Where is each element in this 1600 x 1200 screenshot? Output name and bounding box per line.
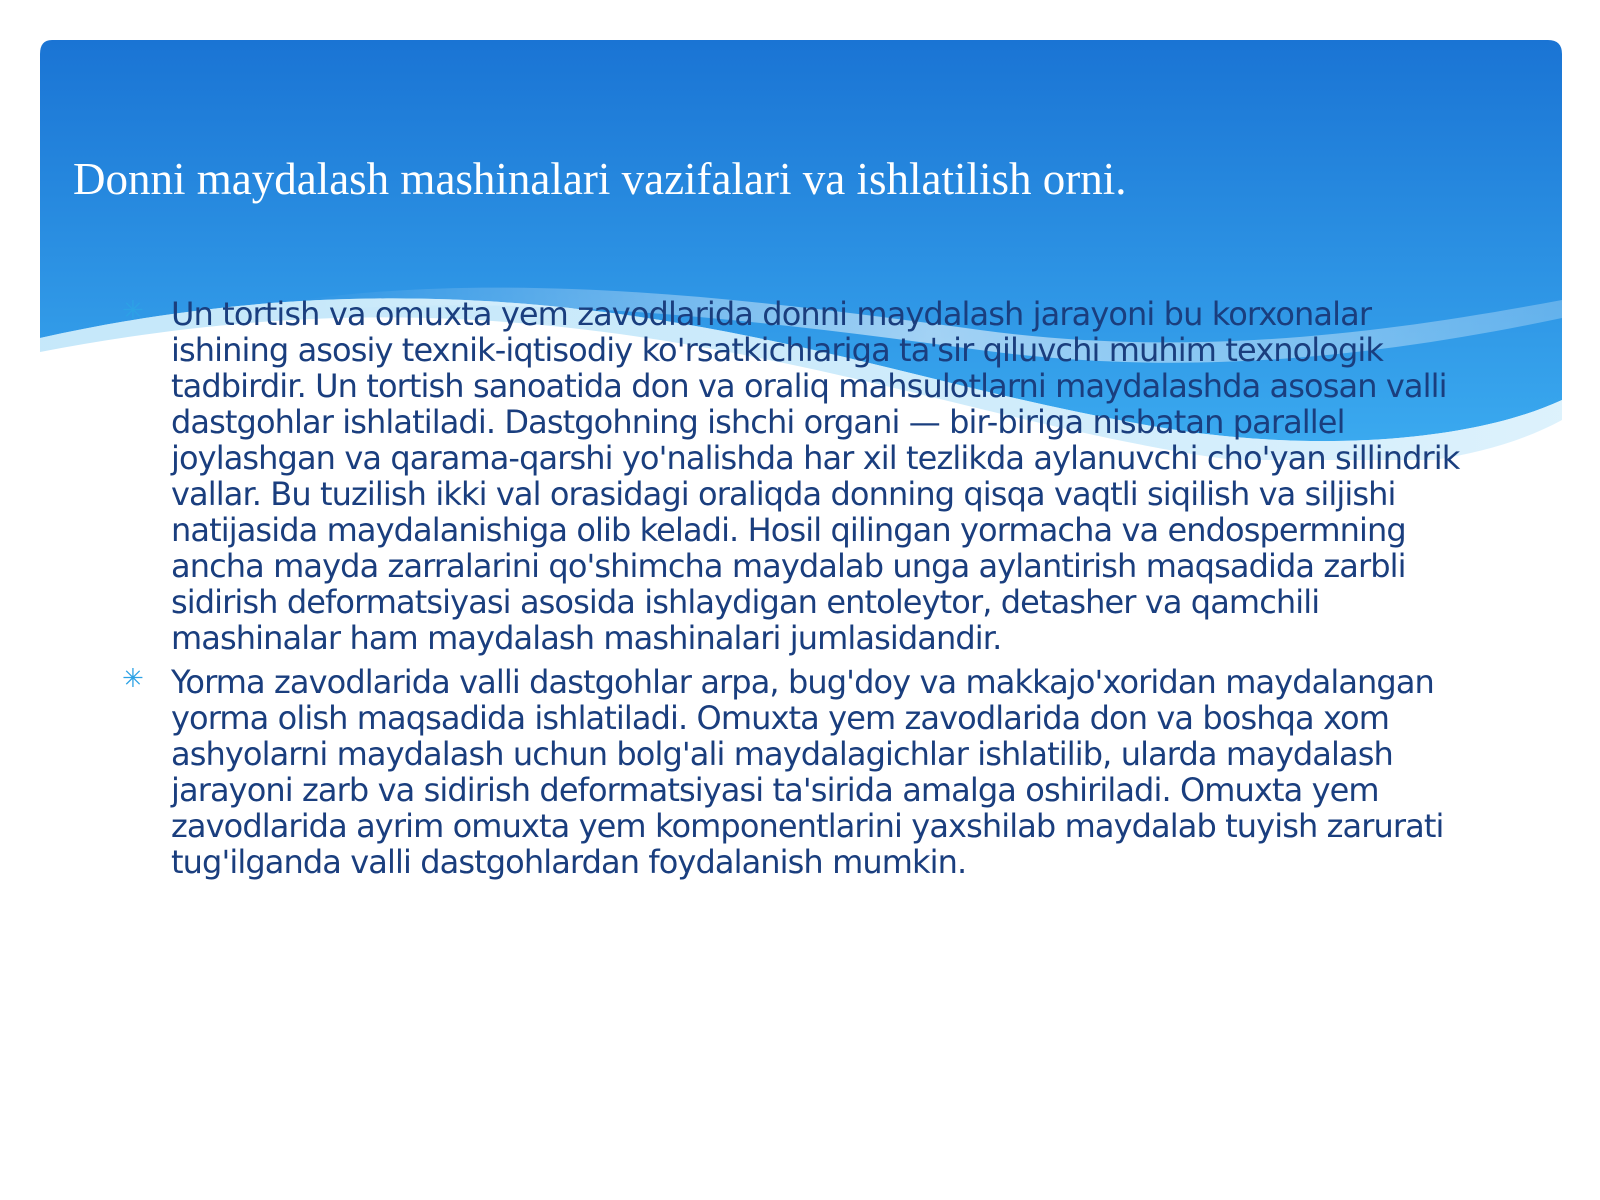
asterisk-bullet-icon: ✳ (122, 296, 144, 326)
bullet-item (120, 664, 1480, 880)
bullet-list (120, 296, 1480, 888)
slide-title: Donni maydalash mashinalari vazifalari va ishlatilish orni. (73, 154, 1127, 204)
bullet-text: Un tortish va omuxta yem zavodlarida donni maydalash jarayoni bu korxonalar ishining asosiy texnik-iqtisodiy ko'rsatkichlariga ta'sir qiluvchi muhim texnologik tadbirdir. Un tortish sanoatida don va oraliq mahsulotlarni maydalashda asosan valli dastgohlar ishlatiladi. Dastgohning ishchi organi — bir-biriga nisbatan parallel joylashgan va qarama-qarshi yo'nalishda har xil tezlikda aylanuvchi cho'yan sillindrik vallar. Bu tuzilish ikki val orasidagi oraliqda donning qisqa vaqtli siqilish va siljishi natijasida maydalanishiga olib keladi. Hosil qilingan yormacha va endospermning ancha mayda zarralarini qo'shimcha maydalab unga aylantirish maqsadida zarbli sidirish deformatsiyasi asosida ishlaydigan entoleytor, detasher va qamchili mashinalar ham maydalash mashinalari jumlasidandir. (171, 295, 1460, 657)
asterisk-bullet-icon: ✳ (122, 664, 144, 694)
bullet-item (120, 296, 1480, 656)
bullet-text: Yorma zavodlarida valli dastgohlar arpa, bug'doy va makkajo'xoridan maydalangan yorma olish maqsadida ishlatiladi. Omuxta yem zavodlarida don va boshqa xom ashyolarni maydalash uchun bolg'ali maydalagichlar ishlatilib, ularda maydalash jarayoni zarb va sidirish deformatsiyasi ta'sirida amalga oshiriladi. Omuxta yem zavodlarida ayrim omuxta yem komponentlarini yaxshilab maydalab tuyish zarurati tug'ilganda valli dastgohlardan foydalanish mumkin. (171, 663, 1444, 881)
